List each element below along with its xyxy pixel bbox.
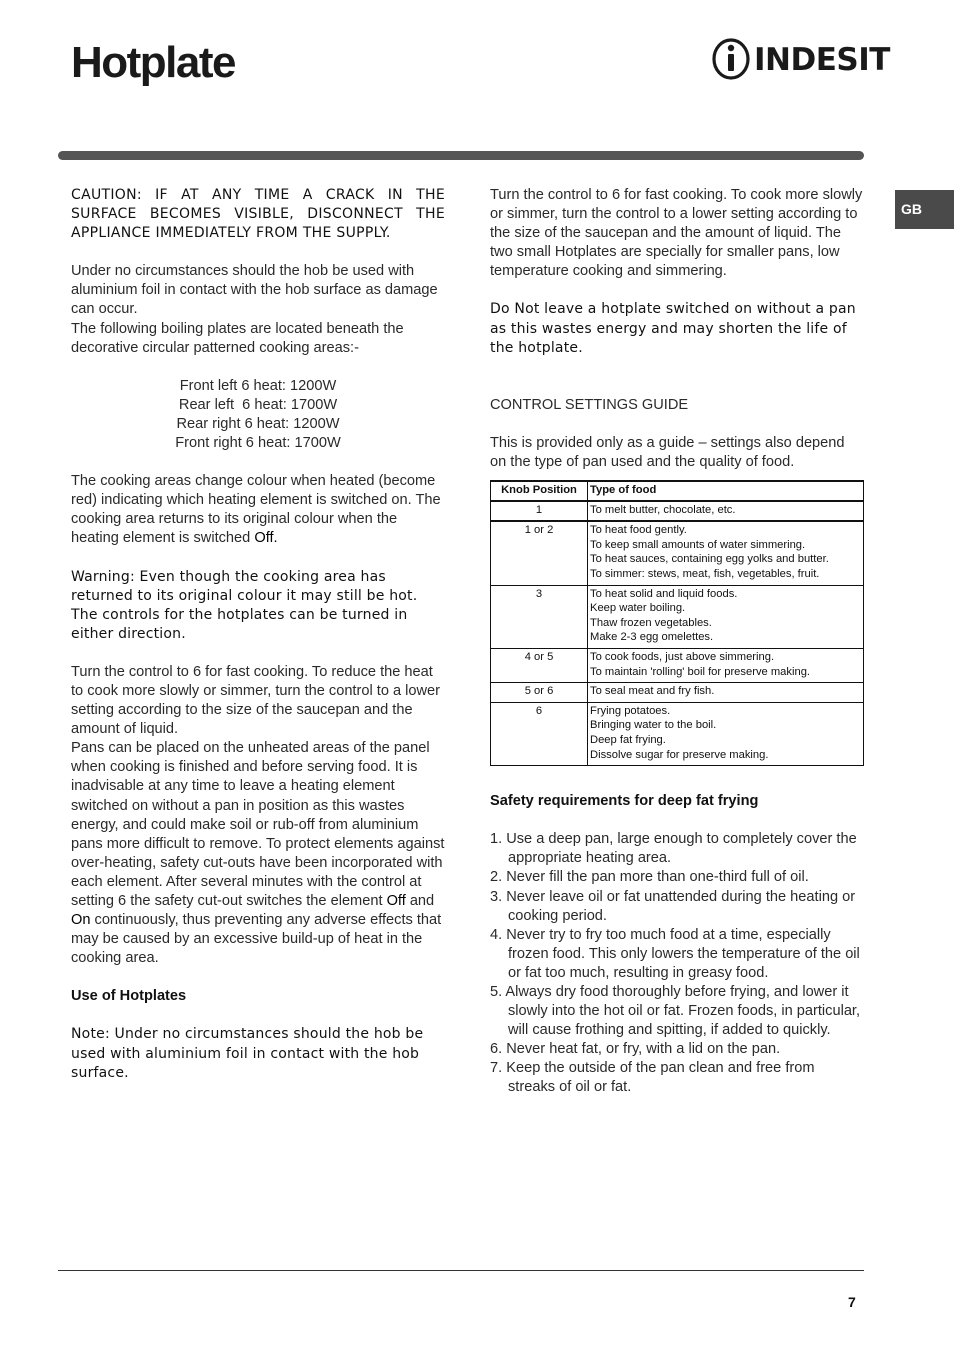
- food-type: [588, 648, 864, 682]
- food-line: Dissolve sugar for preserve making.: [590, 748, 769, 761]
- pans-text-2: continuously, thus preventing any adverse effects that may be caused by an excessive build-up of heat in the cooking area.: [71, 912, 442, 967]
- food-type: [588, 683, 864, 703]
- food-line: Bringing water to the boil.: [590, 719, 717, 732]
- control-settings-table: [490, 480, 864, 766]
- right-turn-text: Turn the control to 6 for fast cooking. To cook more slowly or simmer, turn the control to a lower setting according to the size of the saucepan and the amount of liquid. The two small Hotplates are specially for smaller pans, low temperature cooking and simmering.: [490, 187, 863, 280]
- foil-warning-text: [71, 262, 445, 357]
- food-line: To cook foods, just above simmering.: [590, 650, 775, 663]
- table-row: [491, 702, 864, 765]
- table-row: [491, 648, 864, 682]
- list-item: 3. Never leave oil or fat unattended during the heating or cooking period.: [490, 888, 856, 924]
- caution-text: CAUTION: IF AT ANY TIME A CRACK IN THE SURFACE BECOMES VISIBLE, DISCONNECT THE APPLIANCE IMMEDIATELY FROM THE SUPPLY.: [71, 187, 445, 242]
- food-type: [588, 702, 864, 765]
- table-row: [491, 683, 864, 703]
- food-line: To keep small amounts of water simmering.: [590, 538, 806, 551]
- safety-heading: Safety requirements for deep fat frying: [490, 793, 759, 810]
- indesit-logo-icon: [712, 38, 752, 80]
- guide-intro: This is provided only as a guide – settings also depend on the type of pan used and the quality of food.: [490, 434, 845, 470]
- hot-warning: Warning: Even though the cooking area has returned to its original colour it may still be hot. The controls for the hotplates can be turned in either direction.: [71, 568, 418, 642]
- pans-on-label: On: [71, 912, 91, 929]
- language-tab: GB: [895, 190, 954, 229]
- list-item: 1. Use a deep pan, large enough to completely cover the appropriate heating area.: [490, 831, 857, 867]
- food-line: To heat sauces, containing egg yolks and butter.: [590, 553, 829, 566]
- list-item: 2. Never fill the pan more than one-third full of oil.: [490, 869, 809, 886]
- brand-name: INDESIT: [754, 42, 890, 78]
- header-rule: [58, 151, 864, 160]
- table-header-knob: Knob Position: [491, 481, 588, 501]
- pans-off-label: Off: [386, 893, 406, 909]
- food-line: To maintain 'rolling' boil for preserve making.: [590, 665, 811, 678]
- spacer: [490, 377, 864, 396]
- food-line: Thaw frozen vegetables.: [590, 616, 712, 629]
- food-type: [588, 521, 864, 585]
- list-item: 5. Always dry food thoroughly before frying, and lower it slowly into the hot oil or fat. Frozen foods, in particular, will cause frothing and spitting, if added to quickly.: [490, 983, 861, 1039]
- list-item: 7. Keep the outside of the pan clean and free from streaks of oil or fat.: [490, 1060, 815, 1096]
- turn-text: Turn the control to 6 for fast cooking. To reduce the heat to cook more slowly or simmer, turn the control to a lower setting according to the size of the saucepan and the amount of liquid.: [71, 663, 441, 738]
- food-type: [588, 501, 864, 522]
- knob-position: 1: [491, 501, 588, 522]
- footer-rule: [58, 1270, 864, 1271]
- food-line: Make 2-3 egg omelettes.: [590, 631, 714, 644]
- food-line: To simmer: stews, meat, fish, vegetables, fruit.: [590, 568, 820, 580]
- left-column: [71, 186, 445, 1102]
- table-header-food: Type of food: [588, 481, 864, 501]
- colour-text: [71, 472, 445, 548]
- note-text: Note: Under no circumstances should the hob be used with aluminium foil in contact with the hob surface.: [71, 1026, 424, 1081]
- plate-front-right: Front right 6 heat: 1700W: [175, 435, 341, 452]
- page-title: Hotplate: [71, 38, 235, 87]
- energy-warning: Do Not leave a hotplate switched on without a pan as this wastes energy and may shorten the life of the hotplate.: [490, 301, 856, 356]
- use-of-hotplates-heading: Use of Hotplates: [71, 988, 187, 1005]
- page-number: 7: [848, 1294, 856, 1310]
- plate-rear-left: Rear left 6 heat: 1700W: [178, 396, 338, 413]
- food-line: Keep water boiling.: [590, 602, 686, 615]
- food-type: [588, 585, 864, 648]
- plates-intro: The following boiling plates are located beneath the decorative circular patterned cooking areas:-: [71, 320, 404, 356]
- control-settings-heading: CONTROL SETTINGS GUIDE: [490, 396, 689, 413]
- table-row: [491, 521, 864, 585]
- plates-list: [71, 377, 445, 453]
- table-row: [491, 501, 864, 522]
- pans-and: and: [405, 893, 435, 909]
- food-line: To melt butter, chocolate, etc.: [590, 503, 736, 516]
- food-line: To heat solid and liquid foods.: [590, 587, 738, 600]
- right-column: [490, 186, 864, 1098]
- food-line: Frying potatoes.: [590, 704, 671, 717]
- list-item: 6. Never heat fat, or fry, with a lid on the pan.: [490, 1041, 781, 1058]
- turn-control-text: [71, 663, 445, 969]
- table-row: [491, 585, 864, 648]
- indesit-logo: [712, 38, 890, 80]
- colour-text-body: The cooking areas change colour when heated (become red) indicating which heating element is switched on. The cooking area returns to its original colour when the heating element is switched: [71, 473, 441, 547]
- food-line: To seal meat and fry fish.: [590, 685, 715, 698]
- knob-position: 1 or 2: [491, 521, 588, 585]
- safety-list: [490, 830, 864, 1097]
- knob-position: 4 or 5: [491, 648, 588, 682]
- pans-text-1: Pans can be placed on the unheated areas of the panel when cooking is finished and before serving food. It is inadvisable at any time to leave a heating element switched on without a pan in position as this wastes energy, and could make soil or rub-off from aluminium pans more difficult to remove. To protect elements against over-heating, safety cut-outs have been incorporated with each element. After several minutes with the control at setting 6 the safety cut-out switches the element: [71, 740, 445, 909]
- off-label: Off.: [254, 530, 278, 547]
- foil-warning: Under no circumstances should the hob be used with aluminium foil in contact with the hob surface as damage can occur.: [71, 263, 438, 318]
- knob-position: 6: [491, 702, 588, 765]
- knob-position: 5 or 6: [491, 683, 588, 703]
- plate-rear-right: Rear right 6 heat: 1200W: [176, 415, 340, 432]
- plate-front-left: Front left 6 heat: 1200W: [179, 377, 337, 394]
- list-item: 4. Never try to fry too much food at a time, especially frozen food. This only lowers the temperature of the oil or fat too much, resulting in greasy food.: [490, 926, 860, 981]
- food-line: To heat food gently.: [590, 524, 687, 537]
- knob-position: 3: [491, 585, 588, 648]
- food-line: Deep fat frying.: [590, 733, 666, 746]
